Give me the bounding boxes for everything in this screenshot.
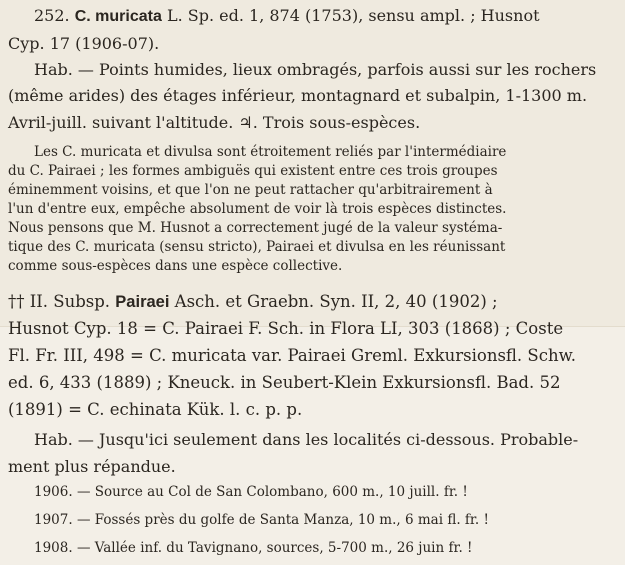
subspecies-name: Pairaei: [115, 293, 170, 311]
synonymy-line-4: ed. 6, 433 (1889) ; Kneuck. in Seubert-Klein Exkursionsfl. Bad. 52: [8, 373, 561, 392]
record-1908: 1908. — Vallée inf. du Tavignano, sources, 5-700 m., 26 juin fr. !: [34, 540, 473, 556]
subspecies-habitat-line-2: ment plus répandue.: [8, 457, 176, 476]
subspecies-mark: ††: [8, 292, 25, 311]
habitat-text: Points humides, lieux ombragés, parfois aussi sur les rochers: [99, 60, 597, 79]
habitat-line-2: (même arides) des étages inférieur, montagnard et subalpin, 1-1300 m.: [8, 86, 588, 105]
subspecies-label: II. Subsp.: [29, 292, 111, 311]
note-line-1: Les C. muricata et divulsa sont étroitement reliés par l'intermédiaire: [34, 144, 507, 160]
note-line-4: l'un d'entre eux, empêche absolument de voir là trois espèces distinctes.: [8, 201, 507, 217]
subspecies-habitat-line-1: [34, 432, 578, 448]
note-line-3: éminemment voisins, et que l'on ne peut rattacher qu'arbitrairement à: [8, 182, 493, 198]
note-line-7: comme sous-espèces dans une espèce collective.: [8, 258, 343, 274]
record-1906: 1906. — Source au Col de San Colombano, 600 m., 10 juill. fr. !: [34, 484, 468, 500]
note-line-6: tique des C. muricata (sensu stricto), Pairaei et divulsa en les réunissant: [8, 239, 506, 255]
subspecies-habitat-label: Hab. —: [34, 430, 94, 449]
synonymy-line-2: Husnot Cyp. 18 = C. Pairaei F. Sch. in Flora LI, 303 (1868) ; Coste: [8, 319, 564, 338]
subspecies-citation: Asch. et Graebn. Syn. II, 2, 40 (1902) ;: [174, 292, 498, 311]
habitat-label: Hab. —: [34, 60, 94, 79]
entry-citation-line: Cyp. 17 (1906-07).: [8, 34, 160, 53]
habitat-line-3: Avril-juill. suivant l'altitude. ♃. Trois sous-espèces.: [8, 113, 421, 132]
entry-header: [34, 8, 540, 25]
note-line-2: du C. Pairaei ; les formes ambiguës qui existent entre ces trois groupes: [8, 163, 498, 179]
synonymy-line-3: Fl. Fr. III, 498 = C. muricata var. Pairaei Greml. Exkursionsfl. Schw.: [8, 346, 577, 365]
entry-number: 252.: [34, 6, 70, 25]
habitat-line-1: [34, 62, 596, 78]
record-1907: 1907. — Fossés près du golfe de Santa Manza, 10 m., 6 mai fl. fr. !: [34, 512, 489, 528]
synonymy-line-5: (1891) = C. echinata Kük. l. c. p. p.: [8, 400, 303, 419]
subspecies-habitat-text: Jusqu'ici seulement dans les localités ci-dessous. Probable-: [99, 430, 579, 449]
entry-header-citation: L. Sp. ed. 1, 874 (1753), sensu ampl. ; Husnot: [166, 6, 540, 25]
subspecies-header: [8, 294, 498, 311]
species-name: C. muricata: [74, 8, 162, 25]
note-line-5: Nous pensons que M. Husnot a correctement jugé de la valeur systéma-: [8, 220, 503, 236]
